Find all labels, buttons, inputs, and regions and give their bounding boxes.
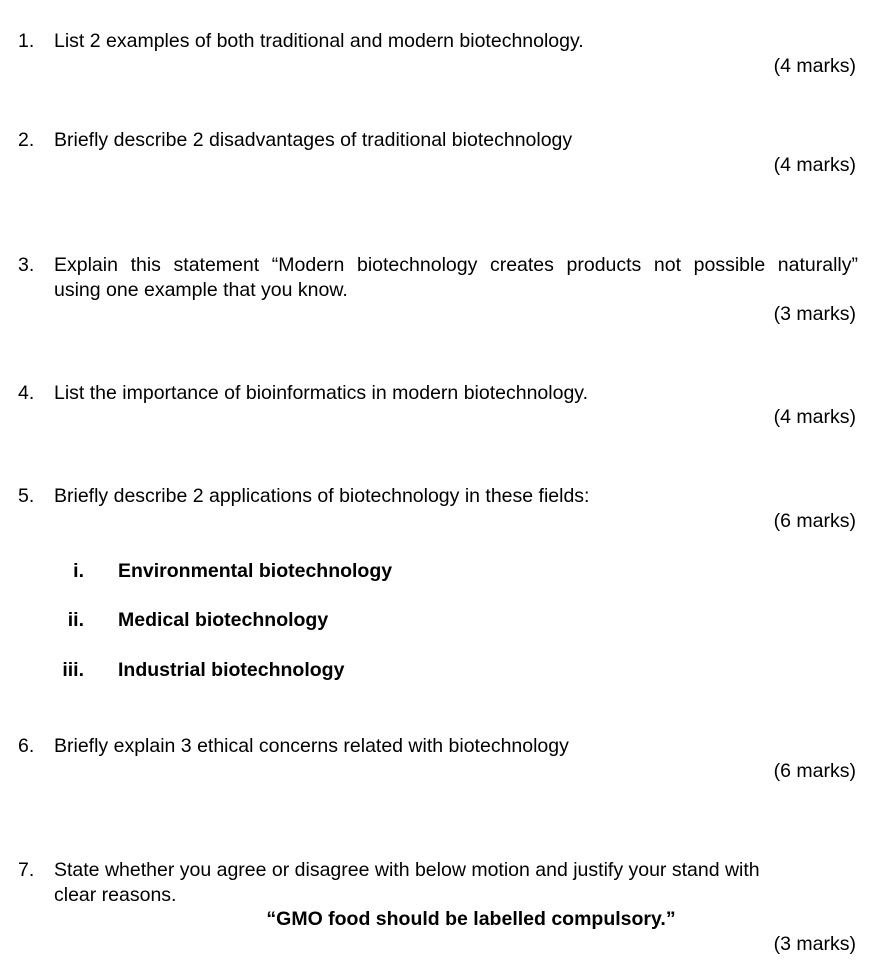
question-7-text-line1: State whether you agree or disagree with below motion and justify your stand with — [54, 859, 760, 881]
question-3-text-line2: using one example that you know. — [54, 279, 348, 301]
question-3-number: 3. — [18, 254, 35, 276]
question-6-marks: (6 marks) — [773, 760, 856, 782]
question-4-text: List the importance of bioinformatics in modern biotechnology. — [54, 382, 589, 404]
subitem-i-text: Environmental biotechnology — [118, 560, 393, 582]
question-4-number: 4. — [18, 382, 35, 404]
question-7-number: 7. — [18, 859, 35, 881]
subitem-ii-numeral: ii. — [67, 609, 84, 631]
question-5-marks: (6 marks) — [773, 510, 856, 532]
question-2-marks: (4 marks) — [773, 154, 856, 176]
question-6-number: 6. — [18, 735, 35, 757]
question-4-marks: (4 marks) — [773, 406, 856, 428]
question-3-text-line1: Explain this statement “Modern biotechnology creates products not possible naturally” — [54, 254, 858, 276]
subitem-iii-numeral: iii. — [62, 659, 84, 681]
question-7-text-line2: clear reasons. — [54, 884, 177, 906]
question-5-number: 5. — [18, 485, 35, 507]
question-5-text: Briefly describe 2 applications of biotechnology in these fields: — [54, 485, 590, 507]
question-7-marks: (3 marks) — [773, 933, 856, 955]
question-1-marks: (4 marks) — [773, 55, 856, 77]
subitem-iii-text: Industrial biotechnology — [118, 659, 345, 681]
question-7-motion: “GMO food should be labelled compulsory.” — [266, 908, 676, 930]
question-1-text: List 2 examples of both traditional and modern biotechnology. — [54, 30, 584, 52]
question-1-number: 1. — [18, 30, 35, 52]
question-2-text: Briefly describe 2 disadvantages of traditional biotechnology — [54, 129, 573, 151]
question-6-text: Briefly explain 3 ethical concerns related with biotechnology — [54, 735, 569, 757]
question-2-number: 2. — [18, 129, 35, 151]
subitem-ii-text: Medical biotechnology — [118, 609, 329, 631]
question-3-marks: (3 marks) — [773, 303, 856, 325]
subitem-i-numeral: i. — [73, 560, 84, 582]
